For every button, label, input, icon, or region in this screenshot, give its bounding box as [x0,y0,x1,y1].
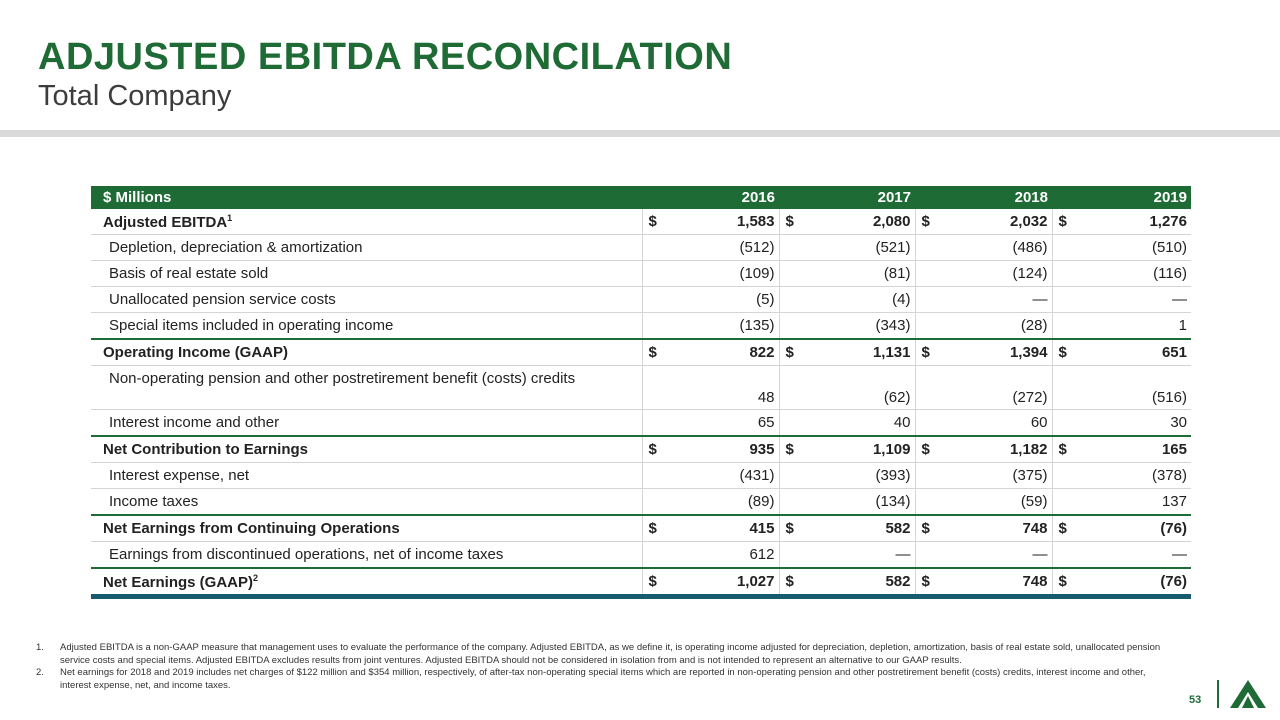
cell-value: 1,131 [804,339,915,366]
dollar-sign: $ [915,436,940,463]
row-label: Basis of real estate sold [91,261,642,287]
cell-value: 40 [804,410,915,437]
cell-value: (116) [1077,261,1191,287]
cell-value: 1,394 [940,339,1052,366]
cell-value: 1,182 [940,436,1052,463]
table-row [91,235,1191,261]
dollar-sign: $ [779,568,804,597]
table-header-row [91,186,1191,209]
page-number: 53 [1189,694,1202,706]
cell-value: (89) [667,489,779,516]
dollar-sign: $ [1052,209,1077,235]
table-row [91,261,1191,287]
cell-value: (59) [940,489,1052,516]
table-row [91,489,1191,516]
cell-value: (375) [940,463,1052,489]
footer-divider [1217,680,1219,708]
table-row [91,366,1191,410]
row-label: Income taxes [91,489,642,516]
cell-value: 612 [667,542,779,569]
dollar-sign: $ [642,515,667,542]
dollar-sign: $ [915,339,940,366]
cell-value: 748 [940,515,1052,542]
dollar-sign: $ [642,209,667,235]
dollar-sign: $ [642,436,667,463]
cell-value: 651 [1077,339,1191,366]
footnote-number: 2. [36,667,44,678]
page-subtitle: Total Company [38,80,232,112]
dollar-sign: $ [642,568,667,597]
row-label: Depletion, depreciation & amortization [91,235,642,261]
footnote-item [36,667,1166,692]
year-header: 2017 [779,186,915,209]
cell-value: (62) [804,366,915,410]
footnote-ref: 1 [227,212,233,223]
cell-value: 48 [667,366,779,410]
cell-value: 822 [667,339,779,366]
row-label: Non-operating pension and other postretirement benefit (costs) credits [91,366,642,410]
cell-value: — [1077,542,1191,569]
cell-value: (76) [1077,568,1191,597]
cell-value: 1,583 [667,209,779,235]
cell-value: (431) [667,463,779,489]
table-row [91,568,1191,597]
footnote-number: 1. [36,642,44,653]
table-row [91,542,1191,569]
dollar-sign: $ [779,339,804,366]
cell-value: 60 [940,410,1052,437]
row-label: Interest expense, net [91,463,642,489]
row-label: Unallocated pension service costs [91,287,642,313]
cell-value: 415 [667,515,779,542]
cell-value: — [1077,287,1191,313]
dollar-sign: $ [1052,515,1077,542]
cell-value: 1,027 [667,568,779,597]
row-label: Net Contribution to Earnings [91,436,642,463]
dollar-sign: $ [915,568,940,597]
footnote-ref: 2 [253,572,259,583]
cell-value: (81) [804,261,915,287]
cell-value: (272) [940,366,1052,410]
cell-value: — [940,287,1052,313]
dollar-sign: $ [779,209,804,235]
cell-value: (393) [804,463,915,489]
cell-value: 165 [1077,436,1191,463]
cell-value: 137 [1077,489,1191,516]
year-header: 2016 [642,186,779,209]
dollar-sign: $ [915,209,940,235]
cell-value: (5) [667,287,779,313]
footnotes [36,642,1166,692]
table-row [91,339,1191,366]
reconciliation-table [91,186,1191,599]
cell-value: — [940,542,1052,569]
row-label: Interest income and other [91,410,642,437]
table-row [91,287,1191,313]
cell-value: (124) [940,261,1052,287]
cell-value: 582 [804,568,915,597]
cell-value: 935 [667,436,779,463]
row-label: Net Earnings (GAAP)$^2$ [91,568,642,597]
dollar-sign: $ [642,339,667,366]
row-label: Net Earnings from Continuing Operations [91,515,642,542]
table-row [91,313,1191,340]
cell-value: (109) [667,261,779,287]
dollar-sign: $ [779,515,804,542]
table-row [91,410,1191,437]
cell-value: 1,276 [1077,209,1191,235]
row-label: Special items included in operating income [91,313,642,340]
footnote-item [36,642,1166,667]
dollar-sign: $ [779,436,804,463]
dollar-sign: $ [1052,568,1077,597]
table-row [91,515,1191,542]
dollar-sign: $ [1052,436,1077,463]
unit-label: $ Millions [91,186,642,209]
page-title: ADJUSTED EBITDA RECONCILATION [38,36,733,78]
cell-value: (510) [1077,235,1191,261]
cell-value: 1,109 [804,436,915,463]
cell-value: (28) [940,313,1052,340]
row-label: Adjusted EBITDA$^1$ [91,209,642,235]
cell-value: 2,032 [940,209,1052,235]
weyerhaeuser-tree-logo-icon [1228,678,1268,710]
cell-value: (76) [1077,515,1191,542]
cell-value: (135) [667,313,779,340]
cell-value: 30 [1077,410,1191,437]
cell-value: (134) [804,489,915,516]
cell-value: 2,080 [804,209,915,235]
cell-value: 1 [1077,313,1191,340]
cell-value: (378) [1077,463,1191,489]
cell-value: — [804,542,915,569]
footnote-text: Net earnings for 2018 and 2019 includes net charges of $122 million and $354 million, respectively, of after-tax non-operating special items which are reported in non-operating pension and other postretirement benefit (costs) credits, interest income and other, interest expense, net, and income taxes. [60,667,1146,691]
cell-value: 65 [667,410,779,437]
footnote-text: Adjusted EBITDA is a non-GAAP measure that management uses to evaluate the performance of the company. Adjusted EBITDA, as we define it, is operating income adjusted for depreciation, depletion, amortization, basis of real estate sold, unallocated pension service costs and special items. Adjusted EBITDA excludes results from joint ventures. Adjusted EBITDA should not be considered in isolation from and is not intended to represent an alternative to our GAAP results. [60,642,1161,666]
year-header: 2018 [915,186,1052,209]
cell-value: (4) [804,287,915,313]
year-header: 2019 [1052,186,1191,209]
table-row [91,209,1191,235]
cell-value: (343) [804,313,915,340]
cell-value: (486) [940,235,1052,261]
table-row [91,463,1191,489]
table-row [91,436,1191,463]
cell-value: (512) [667,235,779,261]
cell-value: (516) [1077,366,1191,410]
dollar-sign: $ [915,515,940,542]
row-label: Earnings from discontinued operations, net of income taxes [91,542,642,569]
cell-value: 582 [804,515,915,542]
row-label: Operating Income (GAAP) [91,339,642,366]
title-divider [0,130,1280,137]
cell-value: 748 [940,568,1052,597]
cell-value: (521) [804,235,915,261]
dollar-sign: $ [1052,339,1077,366]
